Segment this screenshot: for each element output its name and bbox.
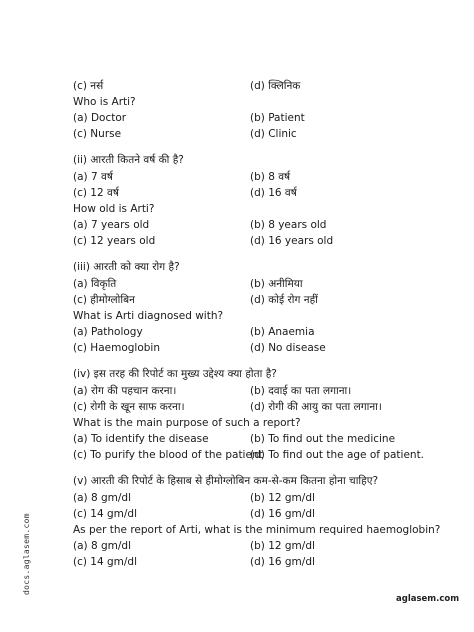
option-c-hindi: (c) 14 gm/dl [73, 508, 138, 520]
option-a-hindi: (a) विकृति [73, 278, 117, 290]
option-c-hindi: (c) रोगी के खून साफ करना। [73, 401, 185, 413]
question-iii-hindi: (iii) आरती को क्या रोग है? [73, 261, 180, 273]
question-iii-english: What is Arti diagnosed with? [73, 310, 224, 322]
option-c-hindi: (c) नर्स [73, 80, 104, 92]
option-c-hindi: (c) हीमोग्लोबिन [73, 294, 135, 306]
option-d-hindi: (d) क्लिनिक [250, 80, 301, 92]
option-a: (a) Pathology [73, 326, 143, 338]
option-a: (a) 8 gm/dl [73, 540, 131, 552]
option-a-hindi: (a) 7 वर्ष [73, 171, 113, 183]
option-d-hindi: (d) 16 वर्ष [250, 187, 297, 199]
option-a-hindi: (a) 8 gm/dl [73, 492, 131, 504]
question-iv-english: What is the main purpose of such a report? [73, 417, 301, 429]
option-c: (c) Haemoglobin [73, 342, 160, 354]
option-b: (b) 12 gm/dl [250, 540, 315, 552]
option-c: (c) 14 gm/dl [73, 556, 138, 568]
option-d: (d) 16 gm/dl [250, 556, 315, 568]
option-d-hindi: (d) रोगी की आयु का पता लगाना। [250, 401, 382, 413]
option-b-hindi: (b) 8 वर्ष [250, 171, 291, 183]
question-ii-hindi: (ii) आरती कितने वर्ष की है? [73, 154, 184, 166]
option-c: (c) 12 years old [73, 235, 156, 247]
option-b: (b) 8 years old [250, 219, 327, 231]
question-v-hindi: (v) आरती की रिपोर्ट के हिसाब से हीमोग्लोबिन कम-से-कम कितना होना चाहिए? [73, 475, 379, 487]
option-b-hindi: (b) अनीमिया [250, 278, 303, 290]
option-d: (d) To find out the age of patient. [250, 449, 425, 461]
option-c: (c) To purify the blood of the patient [73, 449, 263, 461]
option-a: (a) 7 years old [73, 219, 150, 231]
question-ii-english: How old is Arti? [73, 203, 155, 215]
option-a: (a) To identify the disease [73, 433, 209, 445]
question-iv-hindi: (iv) इस तरह की रिपोर्ट का मुख्य उद्देश्य क्या होता है? [73, 368, 277, 380]
question-english: Who is Arti? [73, 96, 136, 108]
brand-watermark: aglasem.com [396, 594, 460, 604]
option-d-hindi: (d) 16 gm/dl [250, 508, 315, 520]
option-d: (d) 16 years old [250, 235, 334, 247]
option-b: (b) Anaemia [250, 326, 315, 338]
option-b-hindi: (b) 12 gm/dl [250, 492, 315, 504]
option-c: (c) Nurse [73, 128, 122, 140]
option-a-hindi: (a) रोग की पहचान करना। [73, 385, 177, 397]
option-d-hindi: (d) कोई रोग नहीं [250, 294, 318, 306]
option-a: (a) Doctor [73, 112, 127, 124]
option-d: (d) No disease [250, 342, 326, 354]
option-c-hindi: (c) 12 वर्ष [73, 187, 119, 199]
option-b-hindi: (b) दवाई का पता लगाना। [250, 385, 352, 397]
option-d: (d) Clinic [250, 128, 297, 140]
option-b: (b) To find out the medicine [250, 433, 396, 445]
side-watermark: docs.aglasem.com [22, 513, 31, 595]
option-b: (b) Patient [250, 112, 305, 124]
question-v-english: As per the report of Arti, what is the minimum required haemoglobin? [73, 524, 441, 536]
